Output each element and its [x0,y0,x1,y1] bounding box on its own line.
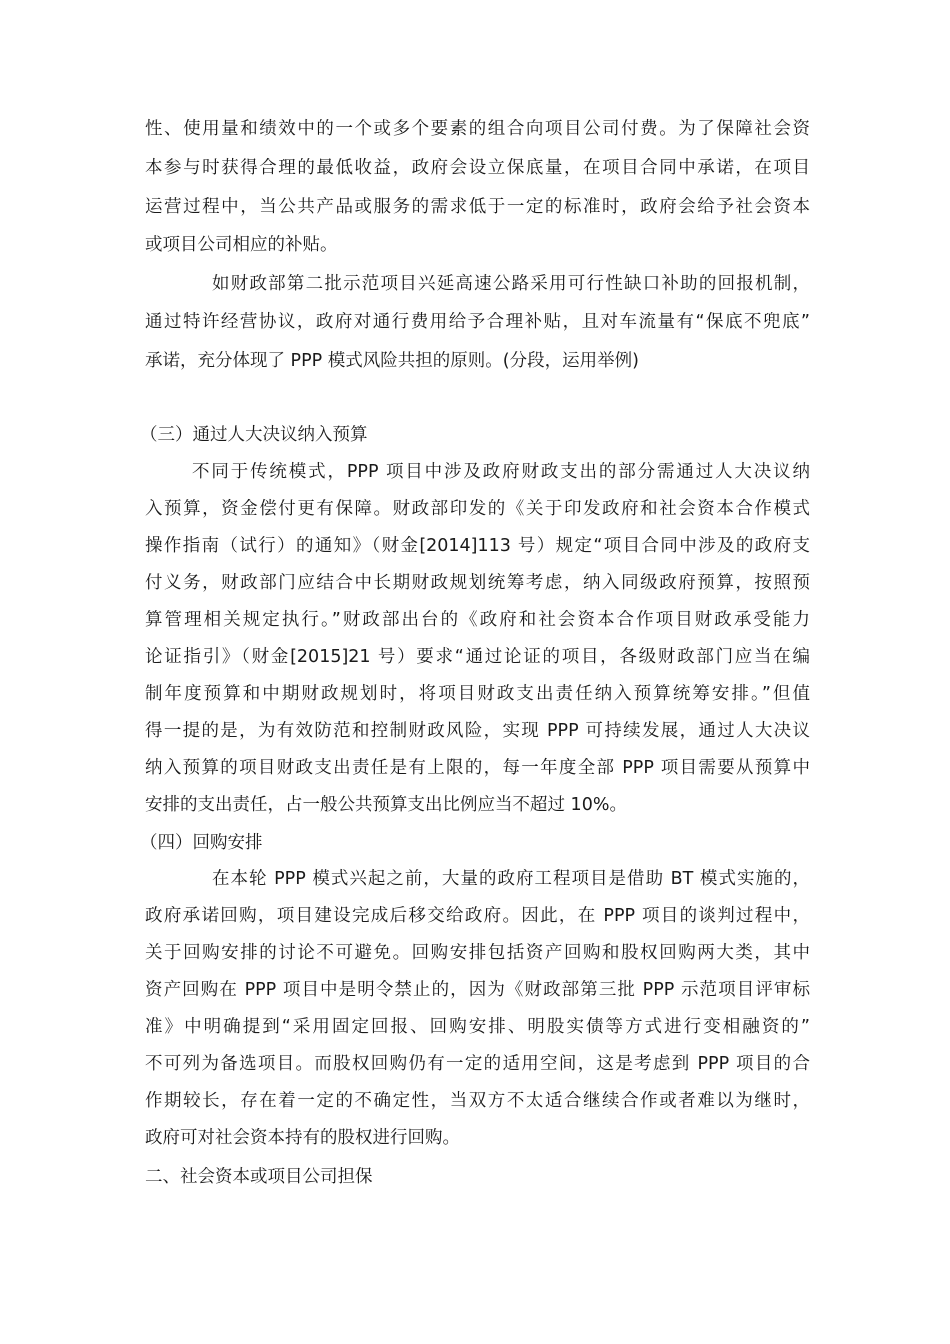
text-line: 通过特许经营协议，政府对通行费用给予合理补贴，且对车流量有“保底不兜底” [145,312,810,332]
text-line: 付义务，财政部门应结合中长期财政规划统筹考虑，纳入同级政府预算，按照预 [145,573,810,593]
text-line: 操作指南（试行）的通知》（财金[2014]113 号）规定“项目合同中涉及的政府支 [145,536,810,556]
text-line: 承诺，充分体现了 PPP 模式风险共担的原则。(分段，运用举例) [145,351,639,371]
section-heading-4: （四）回购安排 [140,833,263,853]
text-line: 入预算，资金偿付更有保障。财政部印发的《关于印发政府和社会资本合作模式 [145,499,810,519]
text-line: 算管理相关规定执行。”财政部出台的《政府和社会资本合作项目财政承受能力 [145,610,810,630]
text-line: 不可列为备选项目。而股权回购仍有一定的适用空间，这是考虑到 PPP 项目的合 [145,1054,810,1074]
text-line: 政府承诺回购，项目建设完成后移交给政府。因此，在 PPP 项目的谈判过程中， [145,906,810,926]
text-line: 得一提的是，为有效防范和控制财政风险，实现 PPP 可持续发展，通过人大决议 [145,721,810,741]
text-line: 运营过程中，当公共产品或服务的需求低于一定的标准时，政府会给予社会资本 [145,197,810,217]
text-line: 安排的支出责任，占一般公共预算支出比例应当不超过 10%。 [145,795,627,815]
text-line: 纳入预算的项目财政支出责任是有上限的，每一年度全部 PPP 项目需要从预算中 [145,758,810,778]
text-line: 作期较长，存在着一定的不确定性，当双方不太适合继续合作或者难以为继时， [145,1091,810,1111]
text-line: 不同于传统模式，PPP 项目中涉及政府财政支出的部分需通过人大决议纳 [192,462,810,482]
text-line: 如财政部第二批示范项目兴延高速公路采用可行性缺口补助的回报机制， [212,274,810,294]
text-line: 制年度预算和中期财政规划时，将项目财政支出责任纳入预算统筹安排。”但值 [145,684,810,704]
text-line: 或项目公司相应的补贴。 [145,235,338,255]
text-line: 政府可对社会资本持有的股权进行回购。 [145,1128,460,1148]
section-heading-2: 二、社会资本或项目公司担保 [145,1167,373,1187]
text-line: 在本轮 PPP 模式兴起之前，大量的政府工程项目是借助 BT 模式实施的， [212,869,810,889]
text-line: 论证指引》（财金[2015]21 号）要求“通过论证的项目，各级财政部门应当在编 [145,647,810,667]
text-line: 准》中明确提到“采用固定回报、回购安排、明股实债等方式进行变相融资的” [145,1017,810,1037]
section-heading-3: （三）通过人大决议纳入预算 [140,425,368,445]
text-line: 关于回购安排的讨论不可避免。回购安排包括资产回购和股权回购两大类，其中 [145,943,810,963]
text-line: 性、使用量和绩效中的一个或多个要素的组合向项目公司付费。为了保障社会资 [145,119,810,139]
text-line: 本参与时获得合理的最低收益，政府会设立保底量，在项目合同中承诺，在项目 [145,158,810,178]
text-line: 资产回购在 PPP 项目中是明令禁止的，因为《财政部第三批 PPP 示范项目评审标 [145,980,810,1000]
